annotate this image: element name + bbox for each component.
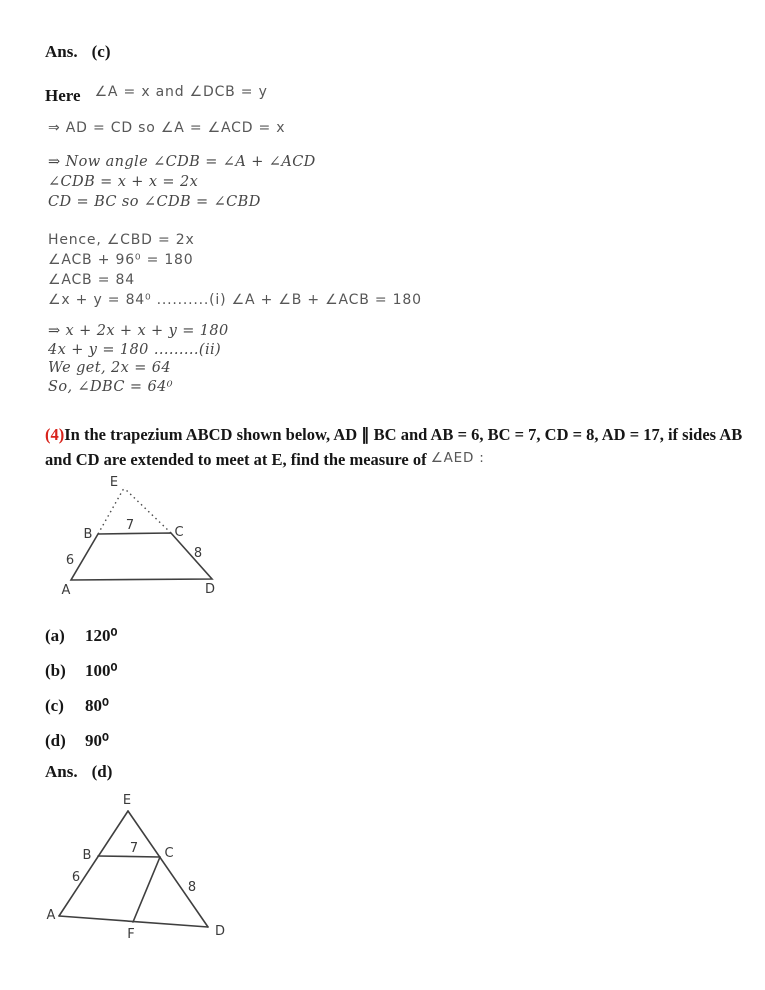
vertex-label-C: C: [164, 846, 174, 861]
math-line: 4x + y = 180 .........(ii): [48, 341, 222, 358]
math-line: Hence, ∠CBD = 2x: [48, 232, 195, 248]
solution-group-1: [48, 152, 316, 212]
answer-label: Ans.: [45, 42, 78, 61]
line-EA: [59, 811, 128, 916]
vertex-label-B: B: [83, 527, 93, 542]
line-BC: [98, 856, 160, 857]
question-number: (4): [45, 425, 65, 444]
line-ED: [128, 811, 208, 927]
answer-4: [45, 762, 112, 782]
option-value: 90⁰: [85, 731, 109, 750]
math-line: ⇒ x + 2x + x + y = 180: [48, 323, 229, 339]
line-CF: [133, 857, 160, 922]
answer-choice: (c): [91, 42, 111, 61]
math-line: ∠ACB = 84: [48, 272, 135, 288]
vertex-label-E: E: [109, 475, 119, 490]
here-label: Here: [45, 86, 81, 105]
math-line: ⇒ AD = CD so ∠A = ∠ACD = x: [48, 120, 286, 136]
option-a: [45, 618, 117, 653]
figure-trapezium-dotted: [55, 470, 255, 605]
side-label-AB: 6: [71, 870, 81, 885]
math-line: So, ∠DBC = 64⁰: [48, 378, 173, 395]
math-line: ∠A = x and ∠DCB = y: [94, 84, 268, 100]
side-label-CD: 8: [193, 546, 203, 561]
option-value: 80⁰: [85, 696, 109, 715]
question-text: In the trapezium ABCD shown below, AD ∥ BC and AB = 6, BC = 7, CD = 8, AD = 17, if sides AB and CD are extended to meet at E, find the measure of: [45, 425, 743, 469]
answer-choice: (d): [91, 762, 113, 781]
option-d: [45, 723, 117, 758]
math-line: ∠x + y = 84⁰ ..........(i) ∠A + ∠B + ∠ACB = 180: [48, 292, 422, 308]
math-line: We get, 2x = 64: [48, 360, 172, 376]
math-line: ∠ACB + 96⁰ = 180: [48, 252, 194, 268]
vertex-label-B: B: [82, 848, 92, 863]
vertex-label-D: D: [204, 582, 216, 597]
option-key: (d): [45, 731, 66, 750]
option-c: [45, 688, 117, 723]
dotted-line-BE: [98, 488, 124, 534]
option-key: (c): [45, 696, 64, 715]
vertex-label-A: A: [46, 908, 56, 923]
option-value: 120⁰: [85, 626, 118, 645]
side-label-BC: 7: [129, 841, 139, 856]
solution-here-row: [45, 86, 268, 106]
vertex-label-E: E: [122, 793, 132, 808]
figure-triangle-solution: [30, 788, 245, 953]
answer-label: Ans.: [45, 762, 78, 781]
math-line: CD = BC so ∠CDB = ∠CBD: [48, 194, 261, 210]
side-label-BC: 7: [125, 518, 135, 533]
vertex-label-C: C: [174, 525, 184, 540]
side-label-CD: 8: [187, 880, 197, 895]
vertex-label-A: A: [61, 583, 71, 598]
option-key: (b): [45, 661, 66, 680]
answer-3: [45, 42, 110, 62]
options-list: [45, 618, 117, 758]
math-line: ∠CDB = x + x = 2x: [48, 174, 199, 190]
solution-group-2: [48, 230, 422, 310]
question-angle-math: ∠AED :: [430, 450, 485, 466]
question-4: [45, 422, 745, 474]
option-value: 100⁰: [85, 661, 118, 680]
option-b: [45, 653, 117, 688]
option-key: (a): [45, 626, 65, 645]
math-line: ⇒ Now angle ∠CDB = ∠A + ∠ACD: [48, 154, 316, 170]
vertex-label-D: D: [214, 924, 226, 939]
solution-group-3: [48, 322, 229, 396]
side-label-AB: 6: [65, 553, 75, 568]
vertex-label-F: F: [127, 927, 135, 942]
